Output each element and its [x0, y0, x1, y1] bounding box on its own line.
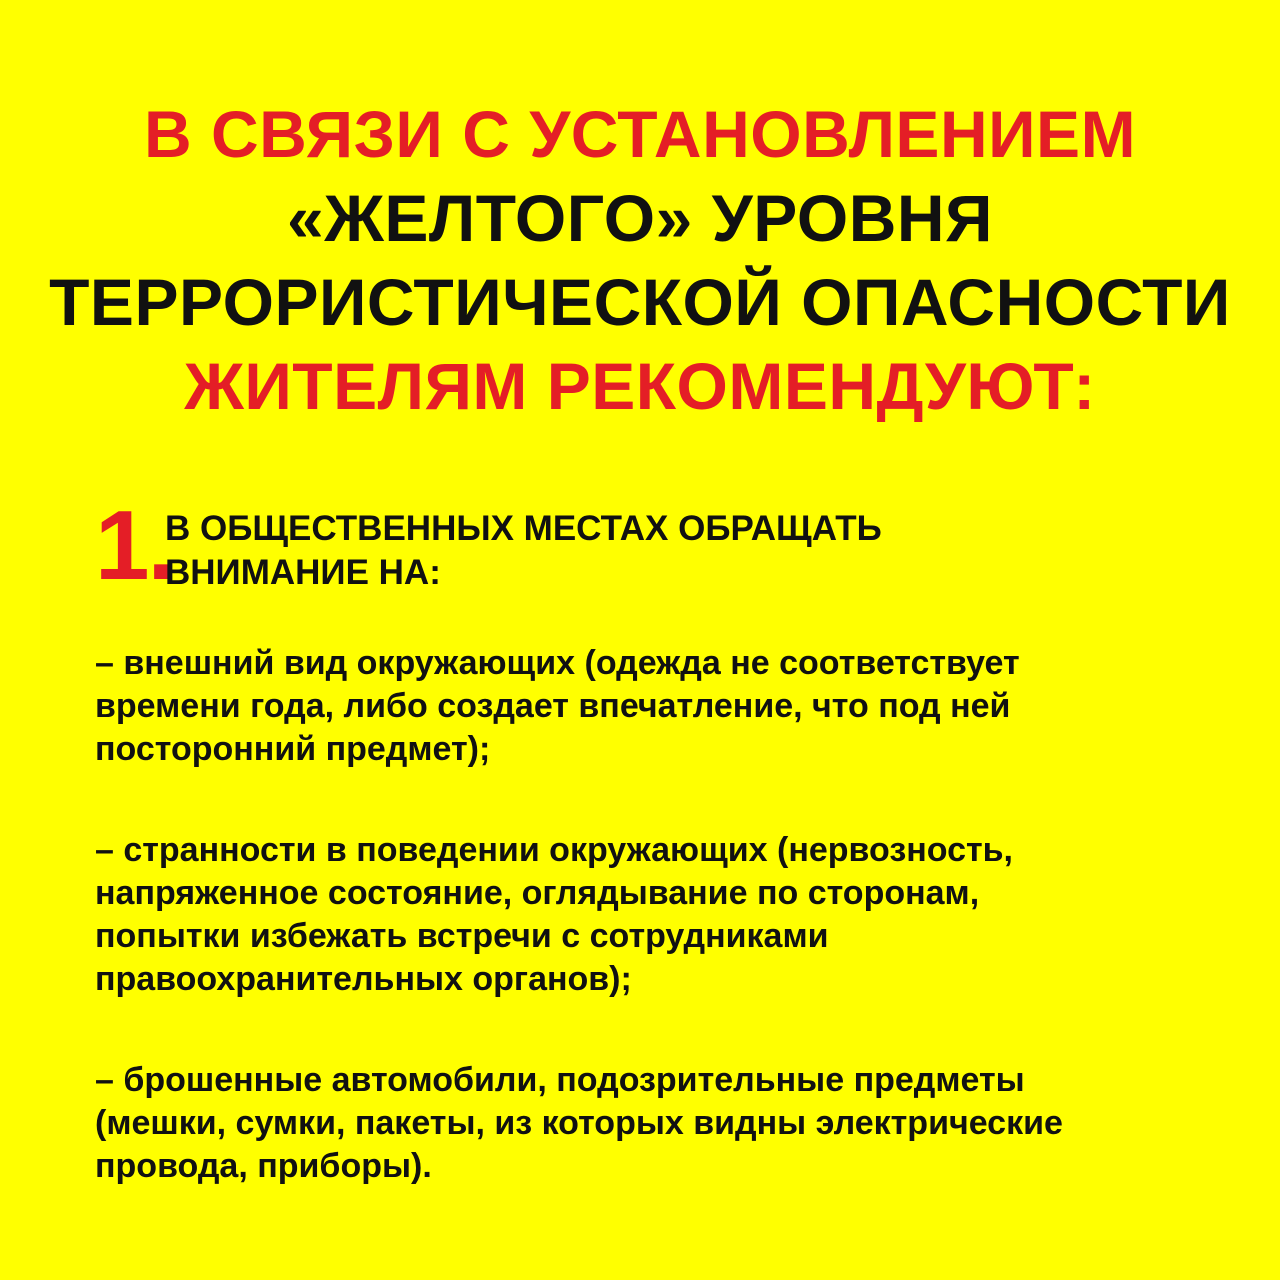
section-title	[165, 507, 882, 595]
list-item-line: времени года, либо создает впечатление, что под ней	[95, 687, 1011, 725]
list-item-line: провода, приборы).	[95, 1147, 432, 1185]
headline-line-3: ТЕРРОРИСТИЧЕСКОЙ ОПАСНОСТИ	[49, 265, 1231, 339]
list-item-line: попытки избежать встречи с сотрудниками	[95, 917, 829, 955]
recommendation-list	[95, 642, 1245, 1246]
section-title-line-2: ВНИМАНИЕ НА:	[165, 553, 441, 592]
headline-line-4: ЖИТЕЛЯМ РЕКОМЕНДУЮТ:	[184, 349, 1096, 423]
section-number: 1.	[95, 490, 173, 600]
headline	[0, 92, 1280, 428]
list-item-line: – странности в поведении окружающих (нервозность,	[95, 831, 1013, 869]
list-item	[95, 829, 1245, 1001]
list-item-line: посторонний предмет);	[95, 730, 491, 768]
list-item-line: – брошенные автомобили, подозрительные предметы	[95, 1061, 1025, 1099]
headline-line-2: «ЖЕЛТОГО» УРОВНЯ	[287, 181, 993, 255]
section-title-line-1: В ОБЩЕСТВЕННЫХ МЕСТАХ ОБРАЩАТЬ	[165, 509, 882, 548]
list-item-line: – внешний вид окружающих (одежда не соответствует	[95, 644, 1020, 682]
list-item	[95, 642, 1245, 771]
list-item	[95, 1059, 1245, 1188]
headline-line-1: В СВЯЗИ С УСТАНОВЛЕНИЕМ	[143, 97, 1137, 171]
list-item-line: напряженное состояние, оглядывание по сторонам,	[95, 874, 980, 912]
list-item-line: правоохранительных органов);	[95, 960, 632, 998]
list-item-line: (мешки, сумки, пакеты, из которых видны электрические	[95, 1104, 1063, 1142]
